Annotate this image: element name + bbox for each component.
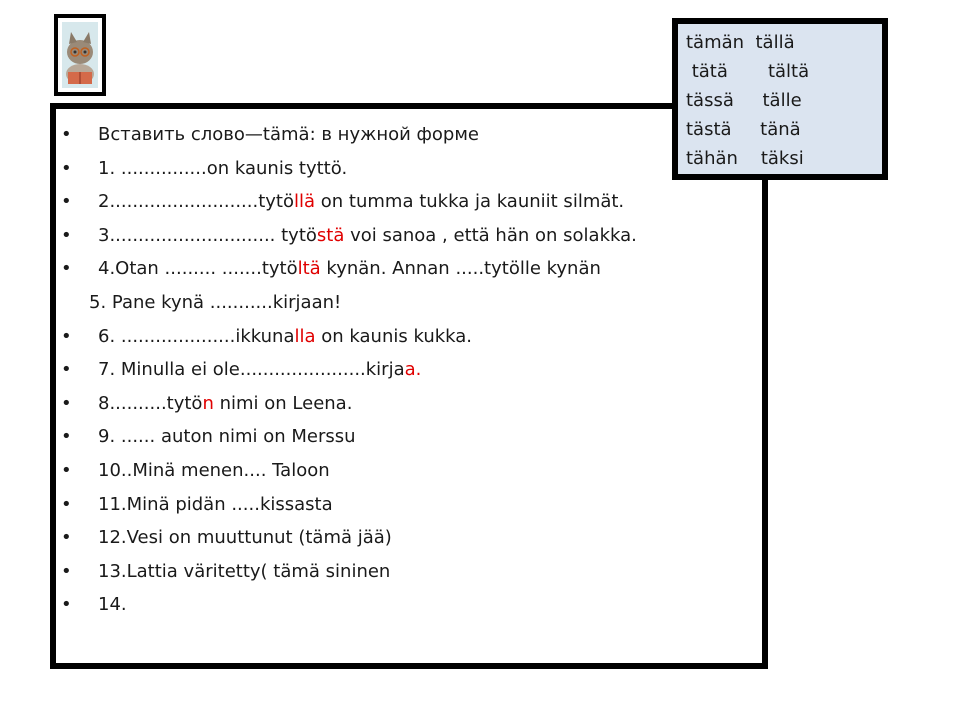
exercise-item-11: • 11.Minä pidän .....kissasta [56, 488, 762, 522]
exercise-item-6: • 6. ....................ikkunalla on kaunis kukka. [56, 320, 762, 354]
word-forms-row: tätä tältä [686, 61, 810, 82]
exercise-list [56, 118, 762, 622]
exercise-item-5: 5. Pane kynä ...........kirjaan! [89, 291, 342, 313]
case-ending: lla [294, 325, 316, 347]
exercise-item-14: • 14. [56, 588, 762, 622]
exercise-item-1: • 1. ...............on kaunis tyttö. [56, 152, 762, 186]
case-ending: a. [404, 359, 422, 381]
exercise-item-10: • 10..Minä menen.... Taloon [56, 454, 762, 488]
exercise-item-7: • 7. Minulla ei ole......................kirjaa. [56, 353, 762, 387]
cat-reading-thumbnail [54, 14, 106, 96]
exercise-item-3: • 3............................. tytöstä voi sanoa , että hän on solakka. [56, 219, 762, 253]
case-ending: ltä [297, 258, 321, 280]
exercise-item-13: • 13.Lattia väritetty( tämä sininen [56, 555, 762, 589]
case-ending: stä [316, 224, 345, 246]
exercise-item-9: • 9. ...... auton nimi on Merssu [56, 420, 762, 454]
exercise-instruction: • Вставить слово—tämä: в нужной форме [56, 118, 762, 152]
cat-with-book-icon [62, 22, 98, 88]
exercise-item-2: • 2..........................tytöllä on tumma tukka ja kauniit silmät. [56, 185, 762, 219]
exercise-item-12: • 12.Vesi on muuttunut (tämä jää) [56, 521, 762, 555]
exercise-item-8: • 8..........tytön nimi on Leena. [56, 387, 762, 421]
cat-illustration [62, 22, 98, 88]
exercise-box [50, 103, 768, 669]
case-ending: n [202, 392, 214, 414]
exercise-item-4: • 4.Otan ......... .......tytöltä kynän. Annan .....tytölle kynän [56, 252, 762, 286]
word-forms-row: tässä tälle [686, 90, 802, 111]
word-forms-row: tästä tänä [686, 119, 801, 140]
word-forms-row: tämän tällä [686, 32, 795, 53]
word-forms-box [672, 18, 888, 180]
word-forms-row: tähän täksi [686, 148, 804, 169]
case-ending: llä [294, 191, 316, 213]
